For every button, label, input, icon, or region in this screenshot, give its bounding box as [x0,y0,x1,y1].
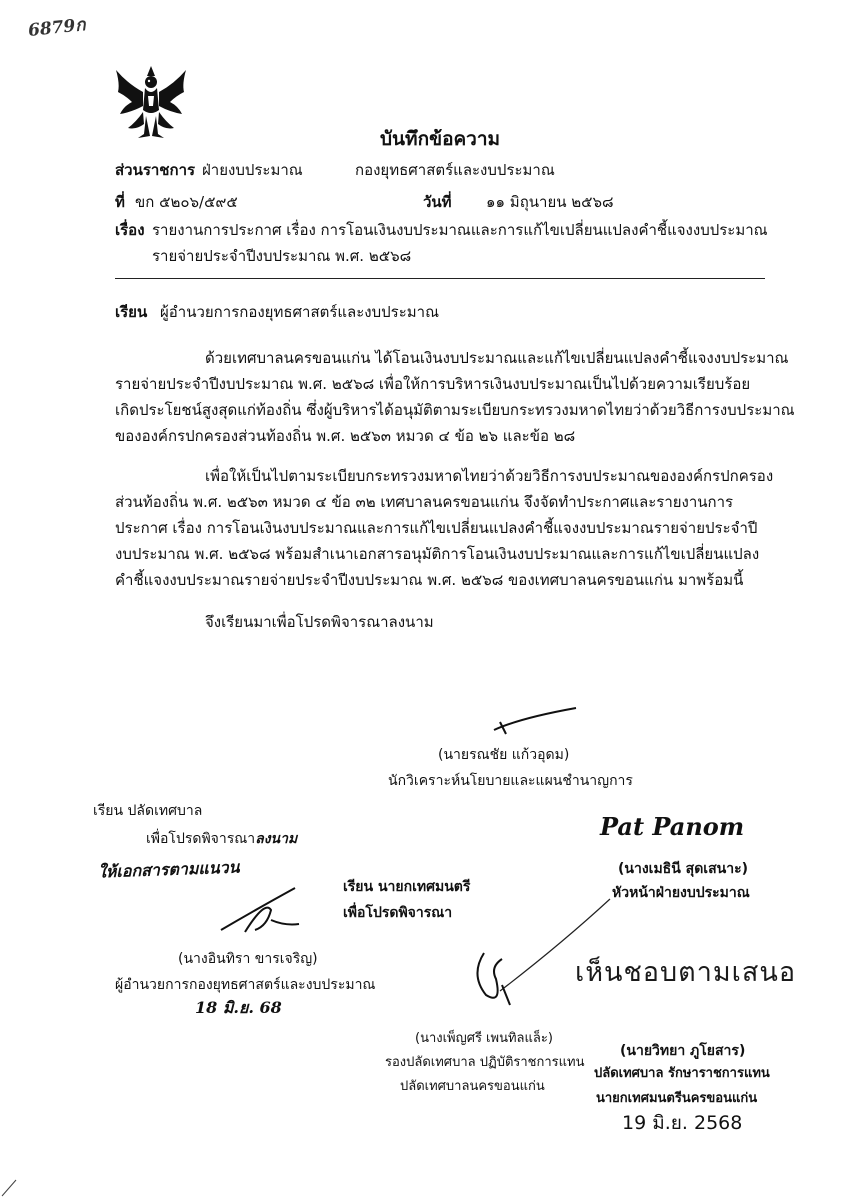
mayor-deputy-position-2: นายกเทศมนตรีนครขอนแก่น [596,1091,758,1106]
corner-handwritten-note: 6879ก [27,15,87,41]
body-p2-line-4: งบประมาณ พ.ศ. ๒๕๖๘ พร้อมสำเนาเอกสารอนุมัติการโอนเงินงบประมาณและการแก้ไขเปลี่ยนแปลง [115,545,760,563]
salutation-recipient: ผู้อำนวยการกองยุทธศาสตร์และงบประมาณ [160,303,440,321]
budget-head-position: หัวหน้าฝ่ายงบประมาณ [612,885,750,901]
date-label: วันที่ [423,193,452,211]
stamp-date: 19 มิ.ย. 2568 [622,1112,743,1134]
body-p2-line-1: เพื่อให้เป็นไปตามระเบียบกระทรวงมหาดไทยว่าด้วยวิธีการงบประมาณขององค์กรปกครอง [205,467,774,485]
ref-label: ที่ [115,193,125,211]
note-mid-line-1: เรียน นายกเทศมนตรี [343,879,471,895]
salutation-label: เรียน [115,303,148,321]
agency-section: ฝ่ายงบประมาณ [202,161,303,179]
ref-value: ขก ๕๒๐๖/๕๙๕ [135,193,238,211]
scan-mark [0,1178,20,1198]
signature-budget-head: Pat Panom [600,812,745,841]
closing-line: จึงเรียนมาเพื่อโปรดพิจารณาลงนาม [205,613,434,631]
note-left-line-1: เรียน ปลัดเทศบาล [93,803,203,819]
garuda-emblem [110,62,192,142]
mayor-deputy-position-1: ปลัดเทศบาล รักษาราชการแทน [594,1066,770,1081]
signature-deputy [462,945,532,1015]
body-p2-line-3: ประกาศ เรื่อง การโอนเงินงบประมาณและการแก้ไขเปลี่ยนแปลงคำชี้แจงงบประมาณรายจ่ายประจำปี [115,519,758,537]
body-p1-line-2: รายจ่ายประจำปีงบประมาณ พ.ศ. ๒๕๖๘ เพื่อให้การบริหารเงินงบประมาณเป็นไปด้วยความเรียบร้อย [115,375,751,393]
signature-director [215,880,305,940]
budget-head-name: (นางเมธินี สุดเสนาะ) [618,861,748,877]
body-p2-line-5: คำชี้แจงงบประมาณรายจ่ายประจำปีงบประมาณ พ.ศ. ๒๕๖๘ ของเทศบาลนครขอนแก่น มาพร้อมนี้ [115,571,744,589]
director-position: ผู้อำนวยการกองยุทธศาสตร์และงบประมาณ [115,977,376,993]
memo-title: บันทึกข้อความ [380,128,501,150]
signer-main-position: นักวิเคราะห์นโยบายและแผนชำนาญการ [388,773,633,789]
agency-division: กองยุทธศาสตร์และงบประมาณ [355,161,555,179]
director-name: (นางอินทิรา ขารเจริญ) [178,951,318,967]
note-left-line-2-text: เพื่อโปรดพิจารณา [146,831,256,847]
body-p1-line-4: ขององค์กรปกครองส่วนท้องถิ่น พ.ศ. ๒๕๖๓ หมวด ๔ ข้อ ๒๖ และข้อ ๒๘ [115,427,576,445]
agency-label: ส่วนราชการ [115,161,196,179]
date-value: ๑๑ มิถุนายน ๒๕๖๘ [486,193,614,211]
subject-line-1: รายงานการประกาศ เรื่อง การโอนเงินงบประมาณและการแก้ไขเปลี่ยนแปลงคำชี้แจงงบประมาณ [152,221,768,239]
subject-label: เรื่อง [115,221,145,239]
director-handwritten-date: 18 มิ.ย. 68 [195,998,282,1017]
note-left-handwritten: ลงนาม [255,831,298,847]
note-left-line-2 [146,828,297,850]
deputy-position-1: รองปลัดเทศบาล ปฏิบัติราชการแทน [385,1055,585,1070]
signature-main [490,700,580,740]
note-mid-line-2: เพื่อโปรดพิจารณา [343,905,453,921]
deputy-name: (นางเพ็ญศรี เพนทิลแล็ะ) [415,1031,553,1046]
body-p2-line-2: ส่วนท้องถิ่น พ.ศ. ๒๕๖๓ หมวด ๔ ข้อ ๓๒ เทศบาลนครขอนแก่น จึงจัดทำประกาศและรายงานการ [115,493,734,511]
approval-stamp: เห็นชอบตามเสนอ [575,957,797,988]
signer-main-name: (นายรณชัย แก้วอุดม) [438,747,570,763]
header-divider [115,278,765,279]
deputy-position-2: ปลัดเทศบาลนครขอนแก่น [400,1079,545,1094]
mayor-deputy-name: (นายวิทยา ภูโยสาร) [620,1043,746,1059]
handwritten-note-left: ให้เอกสารตามแนวน [97,857,240,882]
subject-line-2: รายจ่ายประจำปีงบประมาณ พ.ศ. ๒๕๖๘ [152,247,412,265]
body-p1-line-1: ด้วยเทศบาลนครขอนแก่น ได้โอนเงินงบประมาณและแก้ไขเปลี่ยนแปลงคำชี้แจงงบประมาณ [205,349,789,367]
body-p1-line-3: เกิดประโยชน์สูงสุดแก่ท้องถิ่น ซึ่งผู้บริหารได้อนุมัติตามระเบียบกระทรวงมหาดไทยว่าด้วยวิธีการงบประมาณ [115,401,795,419]
